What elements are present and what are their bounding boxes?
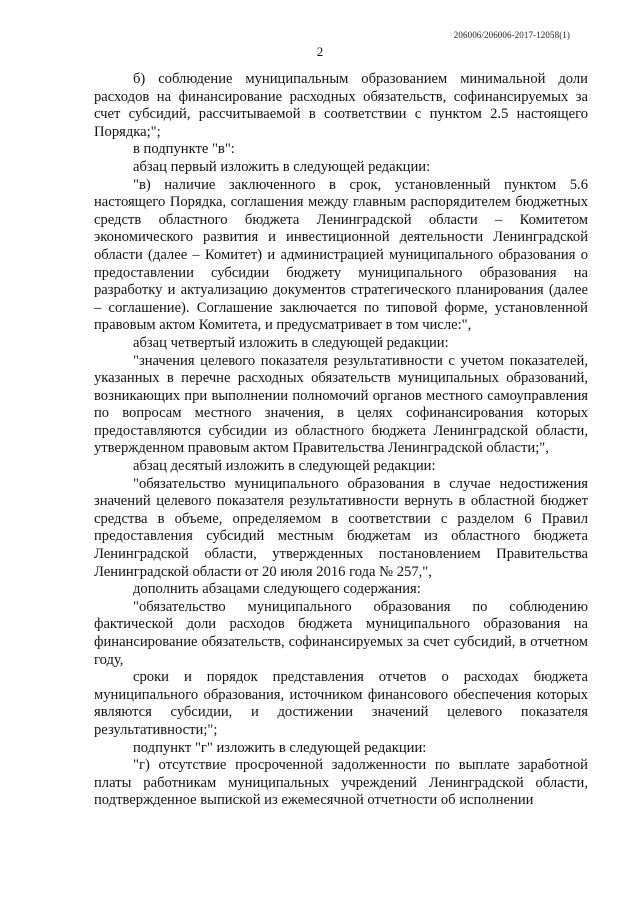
paragraph-subpoint-g-intro: подпункт "г" изложить в следующей редакции: (133, 739, 427, 756)
paragraph-fourth-abzac-intro: абзац четвертый изложить в следующей редакции: (133, 334, 449, 351)
paragraph-supplement-intro: дополнить абзацами следующего содержания: (133, 581, 421, 598)
document-id: 206006/206006-2017-12058(1) (453, 30, 570, 40)
paragraph-reports-terms: сроки и порядок представления отчетов о расходах бюджета муниципального образования, источником финансового обеспечения которых являются субсидии, и достижении значений целевого показателя результативности;"; (94, 669, 588, 738)
paragraph-target-indicator: "значения целевого показателя результативности с учетом показателей, указанных в перечне расходных обязательств муниципальных образований, возникающих при выполнении полномочий органов местного самоуправления по вопросам местного значения, в целях софинансирования которых предоставляются субсидии из областного бюджета Ленинградской области, утвержденном правовым актом Правительства Ленинградской области;", (94, 352, 588, 457)
paragraph-v-agreement: "в) наличие заключенного в срок, установленный пунктом 5.6 настоящего Порядка, соглашения между главным распорядителем бюджетных средств областного бюджета Ленинградской области – Комитетом экономического развития и инвестиционной деятельности Ленинградской области (далее – Комитет) и администрацией муниципального образования о предоставлении субсидии бюджету муниципального образования на разработку и актуализацию документов стратегического планирования (далее – соглашение). Соглашение заключается по типовой форме, установленной правовым актом Комитета, и предусматривает в том числе:", (94, 176, 588, 334)
paragraph-obligation-share: "обязательство муниципального образования по соблюдению фактической доли расходов бюджета муниципального образования на финансирование обязательств, софинансируемых за счет субсидий, в отчетном году, (94, 598, 588, 668)
paragraph-b-minimum-share: б) соблюдение муниципальным образованием минимальной доли расходов на финансирование расходных обязательств, софинансируемых за счет субсидий, рассчитываемой в соответствии с пунктом 2.5 настоящего Порядка;"; (94, 71, 588, 140)
paragraph-subpoint-v-intro: в подпункте "в": (133, 141, 235, 158)
document-body (94, 71, 588, 810)
page-number: 2 (316, 44, 324, 59)
paragraph-tenth-abzac-intro: абзац десятый изложить в следующей редакции: (133, 458, 436, 475)
paragraph-g-no-arrears: "г) отсутствие просроченной задолженности по выплате заработной платы работникам муниципальных учреждений Ленинградской области, подтвержденное выпиской из ежемесячной отчетности об исполнении (94, 757, 588, 809)
paragraph-first-abzac-intro: абзац первый изложить в следующей редакции: (133, 158, 431, 175)
paragraph-obligation-return: "обязательство муниципального образования в случае недостижения значений целевого показателя результативности вернуть в областной бюджет средства в объеме, определяемом в соответствии с разделом 6 Правил предоставления субсидий местным бюджетам из областного бюджета Ленинградской области, утвержденных постановлением Правительства Ленинградской области от 20 июля 2016 года № 257,", (94, 475, 588, 580)
